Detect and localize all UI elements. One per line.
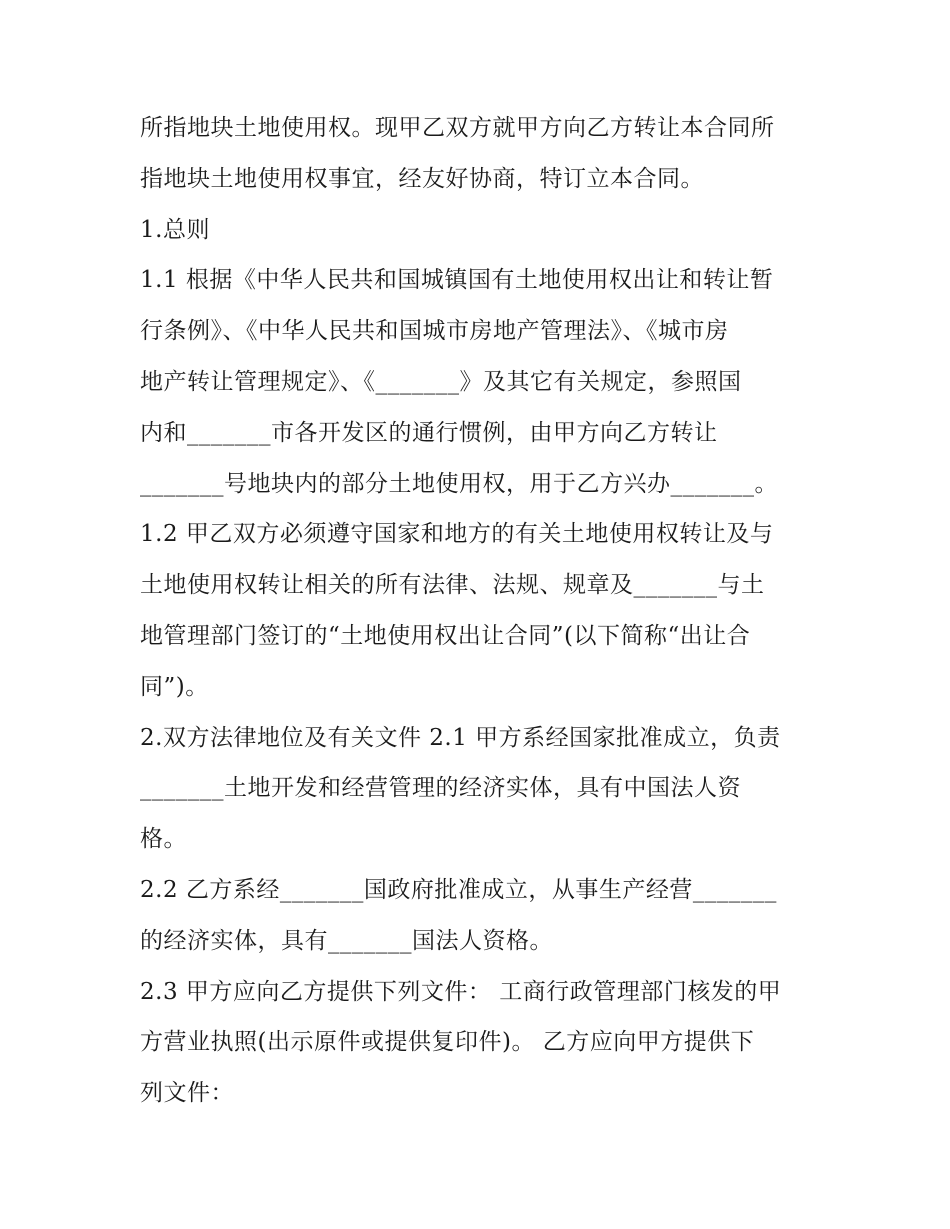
- text-line: 的经济实体，具有_______国法人资格。: [140, 927, 553, 954]
- section-heading: 1.总则: [140, 216, 210, 243]
- text-line: _______号地块内的部分土地使用权，用于乙方兴办_______。: [140, 470, 778, 497]
- text-line: _______土地开发和经营管理的经济实体，具有中国法人资: [140, 775, 741, 802]
- text-line: 所指地块土地使用权。现甲乙双方就甲方向乙方转让本合同所: [140, 115, 775, 141]
- text-line: 行条例》、《中华人民共和国城市房地产管理法》、《城市房: [140, 318, 729, 345]
- text-line: 1.2 甲乙双方必须遵守国家和地方的有关土地使用权转让及与: [140, 521, 774, 548]
- text-line: 1.1 根据《中华人民共和国城镇国有土地使用权出让和转让暂: [140, 267, 774, 294]
- text-line: 2.双方法律地位及有关文件 2.1 甲方系经国家批准成立，负责: [140, 724, 781, 751]
- document-body: [140, 103, 820, 1119]
- text-line: 格。: [140, 826, 187, 853]
- text-line: 2.2 乙方系经_______国政府批准成立，从事生产经营_______: [140, 876, 777, 903]
- text-line: 同”)。: [140, 673, 209, 700]
- text-line: 地产转让管理规定》、《_______》及其它有关规定，参照国: [140, 368, 742, 395]
- text-line: 土地使用权转让相关的所有法律、法规、规章及_______与土: [140, 572, 765, 599]
- text-line: 内和_______市各开发区的通行惯例，由甲方向乙方转让: [140, 419, 718, 446]
- text-line: 指地块土地使用权事宜，经友好协商，特订立本合同。: [140, 165, 704, 192]
- text-line: 列文件：: [140, 1080, 234, 1107]
- text-line: 地管理部门签订的“土地使用权出让合同”(以下简称“出让合: [140, 622, 751, 649]
- text-line: 方营业执照(出示原件或提供复印件)。 乙方应向甲方提供下: [140, 1029, 755, 1056]
- text-line: 2.3 甲方应向乙方提供下列文件： 工商行政管理部门核发的甲: [140, 978, 782, 1005]
